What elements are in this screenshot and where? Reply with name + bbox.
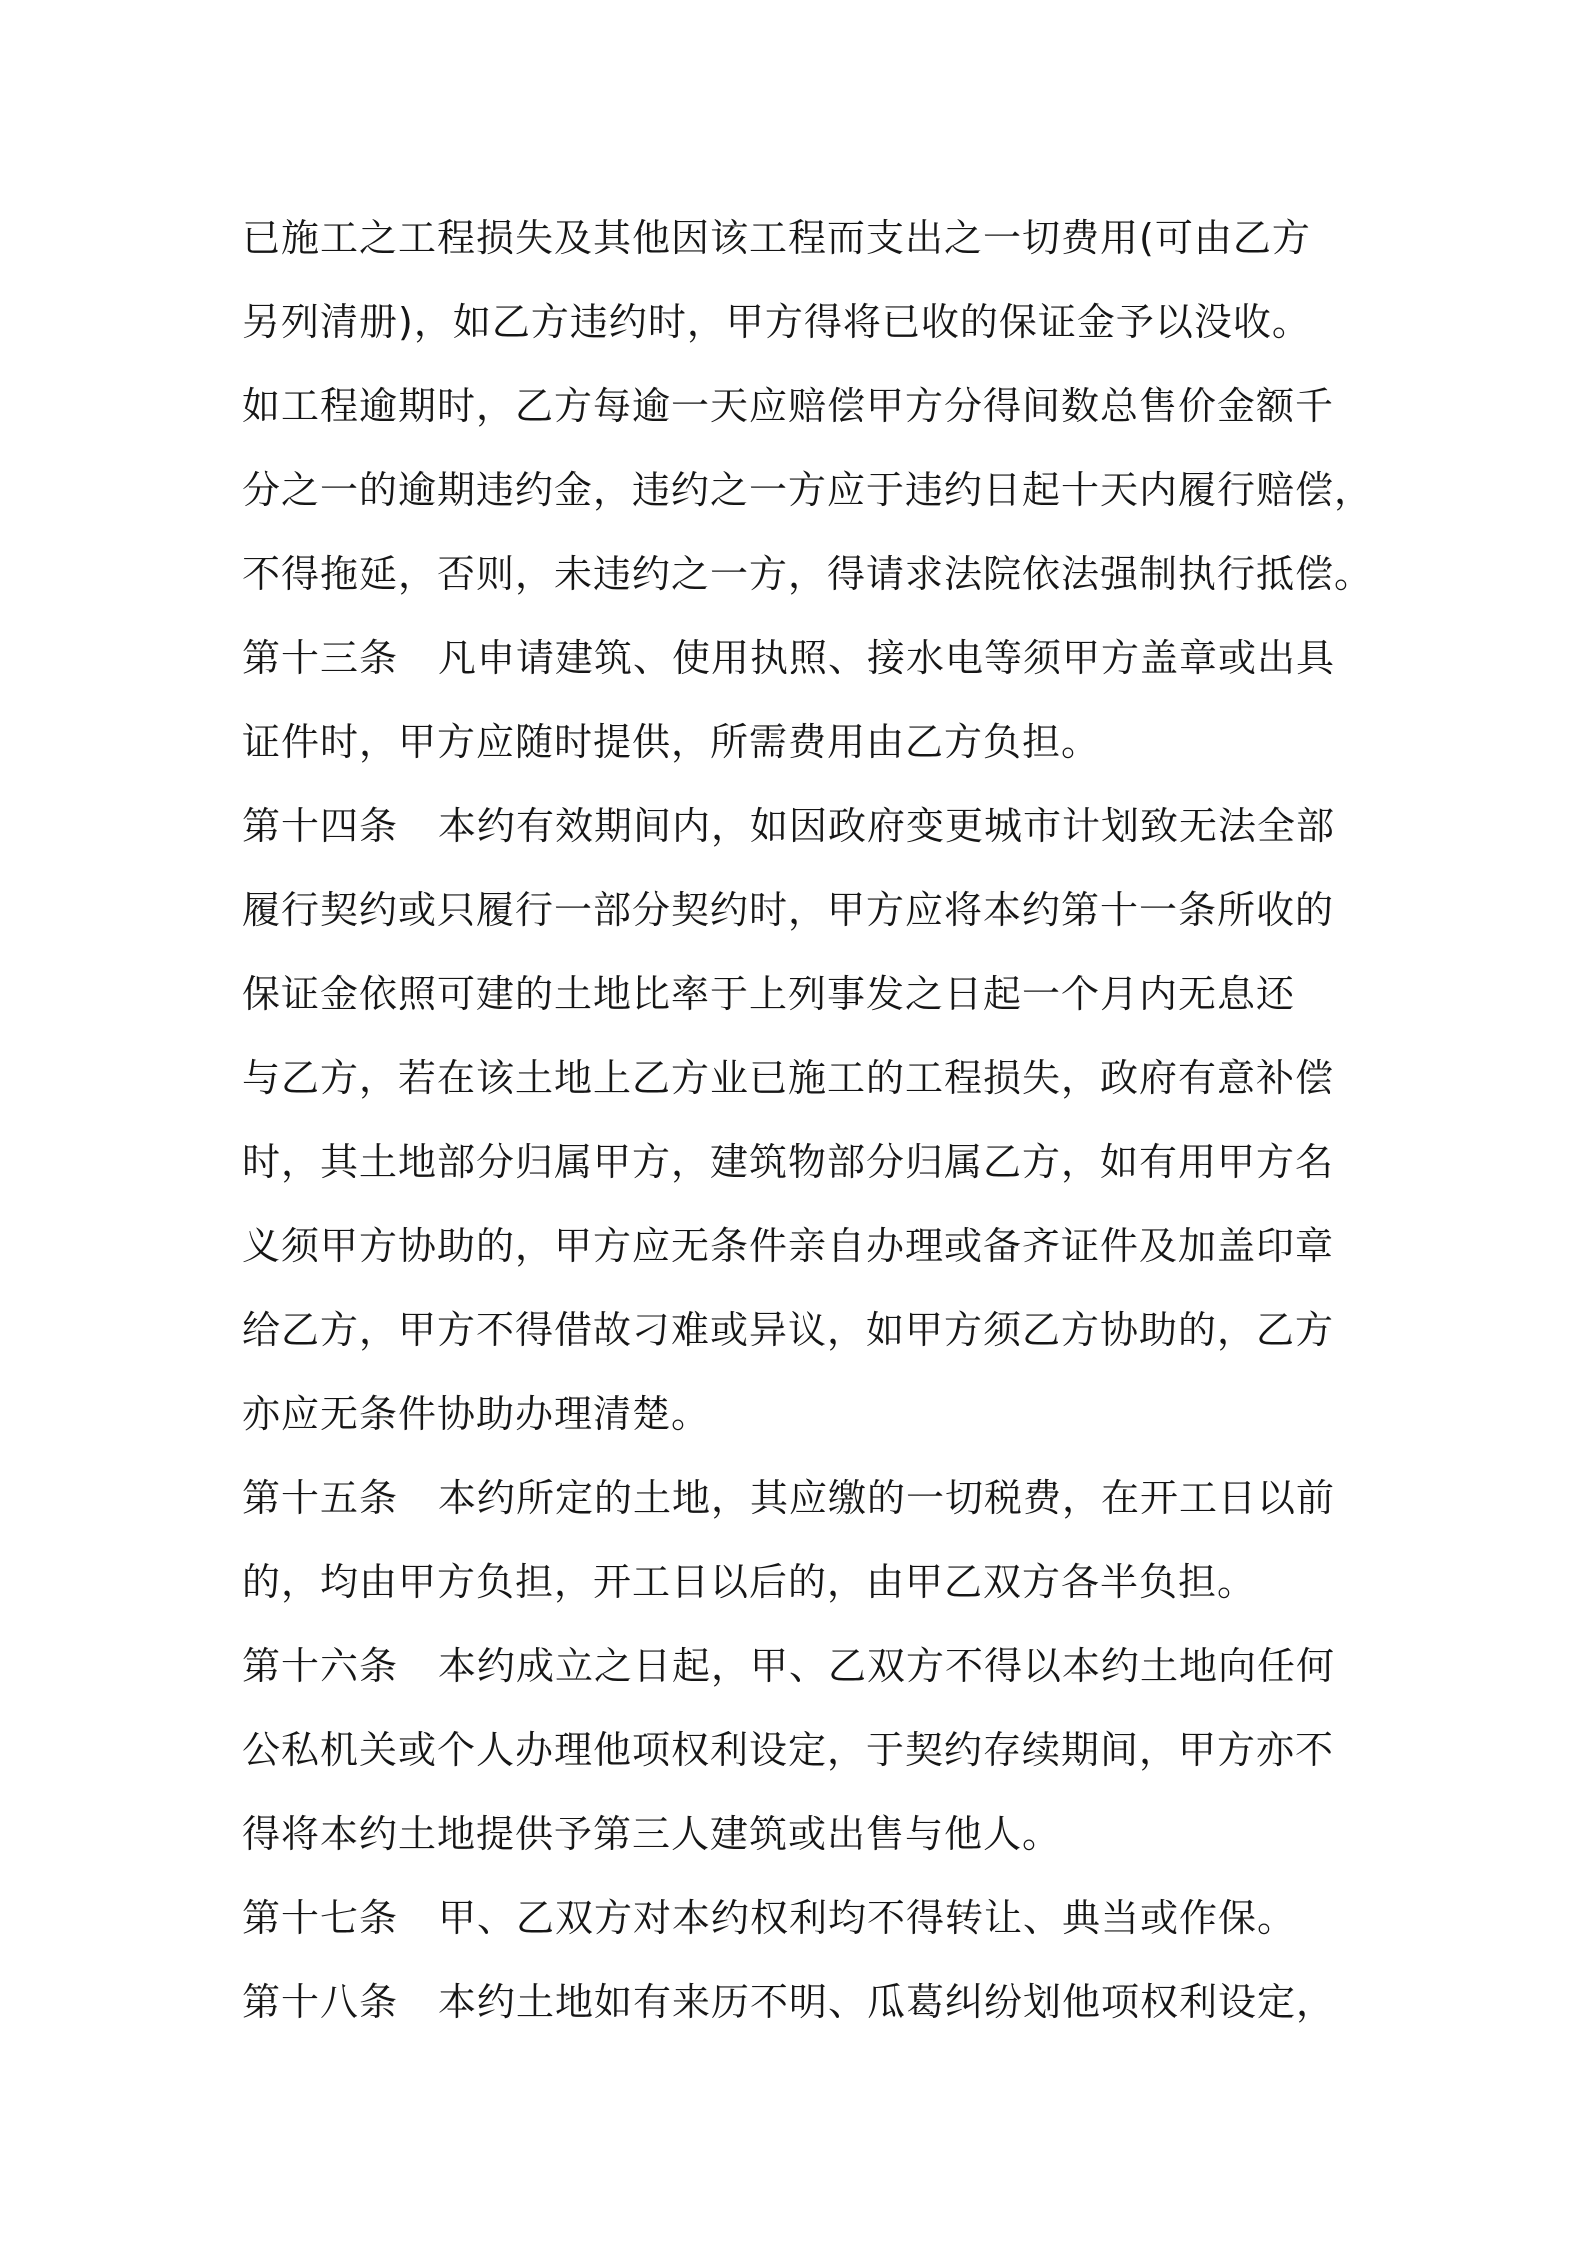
text-line-11 — [242, 1036, 1382, 1120]
article-13-heading-line — [242, 616, 1382, 700]
line-text: 的，均由甲方负担，开工日以后的，由甲乙双方各半负担。 — [242, 1560, 1257, 1604]
text-line-2 — [242, 280, 1382, 364]
text-line-17 — [242, 1540, 1382, 1624]
line-text: 凡申请建筑、使用执照、接水电等须甲方盖章或出具 — [438, 636, 1336, 680]
line-text: 已施工之工程损失及其他因该工程而支出之一切费用(可由乙方 — [242, 216, 1311, 260]
line-text: 时，其土地部分归属甲方，建筑物部分归属乙方，如有用甲方名 — [242, 1140, 1335, 1184]
line-text: 本约所定的土地，其应缴的一切税费，在开工日以前 — [438, 1476, 1336, 1520]
text-line-7 — [242, 700, 1382, 784]
text-line-12 — [242, 1120, 1382, 1204]
line-text: 与乙方，若在该土地上乙方业已施工的工程损失，政府有意补偿 — [242, 1056, 1335, 1100]
contract-text-block — [242, 196, 1382, 2044]
line-text: 得将本约土地提供予第三人建筑或出售与他人。 — [242, 1812, 1062, 1856]
article-14-heading-line — [242, 784, 1382, 868]
article-number: 第十八条 — [242, 1980, 399, 2024]
article-number: 第十七条 — [242, 1896, 399, 1940]
line-text: 亦应无条件协助办理清楚。 — [242, 1392, 711, 1436]
line-text: 本约有效期间内，如因政府变更城市计划致无法全部 — [438, 804, 1336, 848]
article-number: 第十六条 — [242, 1644, 399, 1688]
text-line-1 — [242, 196, 1382, 280]
text-line-3 — [242, 364, 1382, 448]
text-line-15 — [242, 1372, 1382, 1456]
text-line-9 — [242, 868, 1382, 952]
line-text: 甲、乙双方对本约权利均不得转让、典当或作保。 — [438, 1896, 1297, 1940]
text-line-14 — [242, 1288, 1382, 1372]
article-18-heading-line — [242, 1960, 1382, 2044]
line-text: 保证金依照可建的土地比率于上列事发之日起一个月内无息还 — [242, 972, 1296, 1016]
line-text: 履行契约或只履行一部分契约时，甲方应将本约第十一条所收的 — [242, 888, 1335, 932]
article-15-heading-line — [242, 1456, 1382, 1540]
line-text: 本约成立之日起，甲、乙双方不得以本约土地向任何 — [438, 1644, 1336, 1688]
article-number: 第十三条 — [242, 636, 399, 680]
line-text: 公私机关或个人办理他项权利设定，于契约存续期间，甲方亦不 — [242, 1728, 1335, 1772]
article-17-heading-line — [242, 1876, 1382, 1960]
text-line-20 — [242, 1792, 1382, 1876]
line-text: 如工程逾期时，乙方每逾一天应赔偿甲方分得间数总售价金额千 — [242, 384, 1335, 428]
text-line-19 — [242, 1708, 1382, 1792]
text-line-13 — [242, 1204, 1382, 1288]
text-line-5 — [242, 532, 1382, 616]
line-text: 义须甲方协助的，甲方应无条件亲自办理或备齐证件及加盖印章 — [242, 1224, 1335, 1268]
line-text: 本约土地如有来历不明、瓜葛纠纷划他项权利设定， — [438, 1980, 1336, 2024]
line-text: 不得拖延，否则，未违约之一方，得请求法院依法强制执行抵偿。 — [242, 552, 1374, 596]
article-16-heading-line — [242, 1624, 1382, 1708]
article-number: 第十四条 — [242, 804, 399, 848]
line-text: 证件时，甲方应随时提供，所需费用由乙方负担。 — [242, 720, 1101, 764]
line-text: 分之一的逾期违约金，违约之一方应于违约日起十天内履行赔偿， — [242, 468, 1374, 512]
line-text: 给乙方，甲方不得借故刁难或异议，如甲方须乙方协助的，乙方 — [242, 1308, 1335, 1352]
article-number: 第十五条 — [242, 1476, 399, 1520]
line-text: 另列清册)，如乙方违约时，甲方得将已收的保证金予以没收。 — [242, 300, 1311, 344]
text-line-10 — [242, 952, 1382, 1036]
text-line-4 — [242, 448, 1382, 532]
